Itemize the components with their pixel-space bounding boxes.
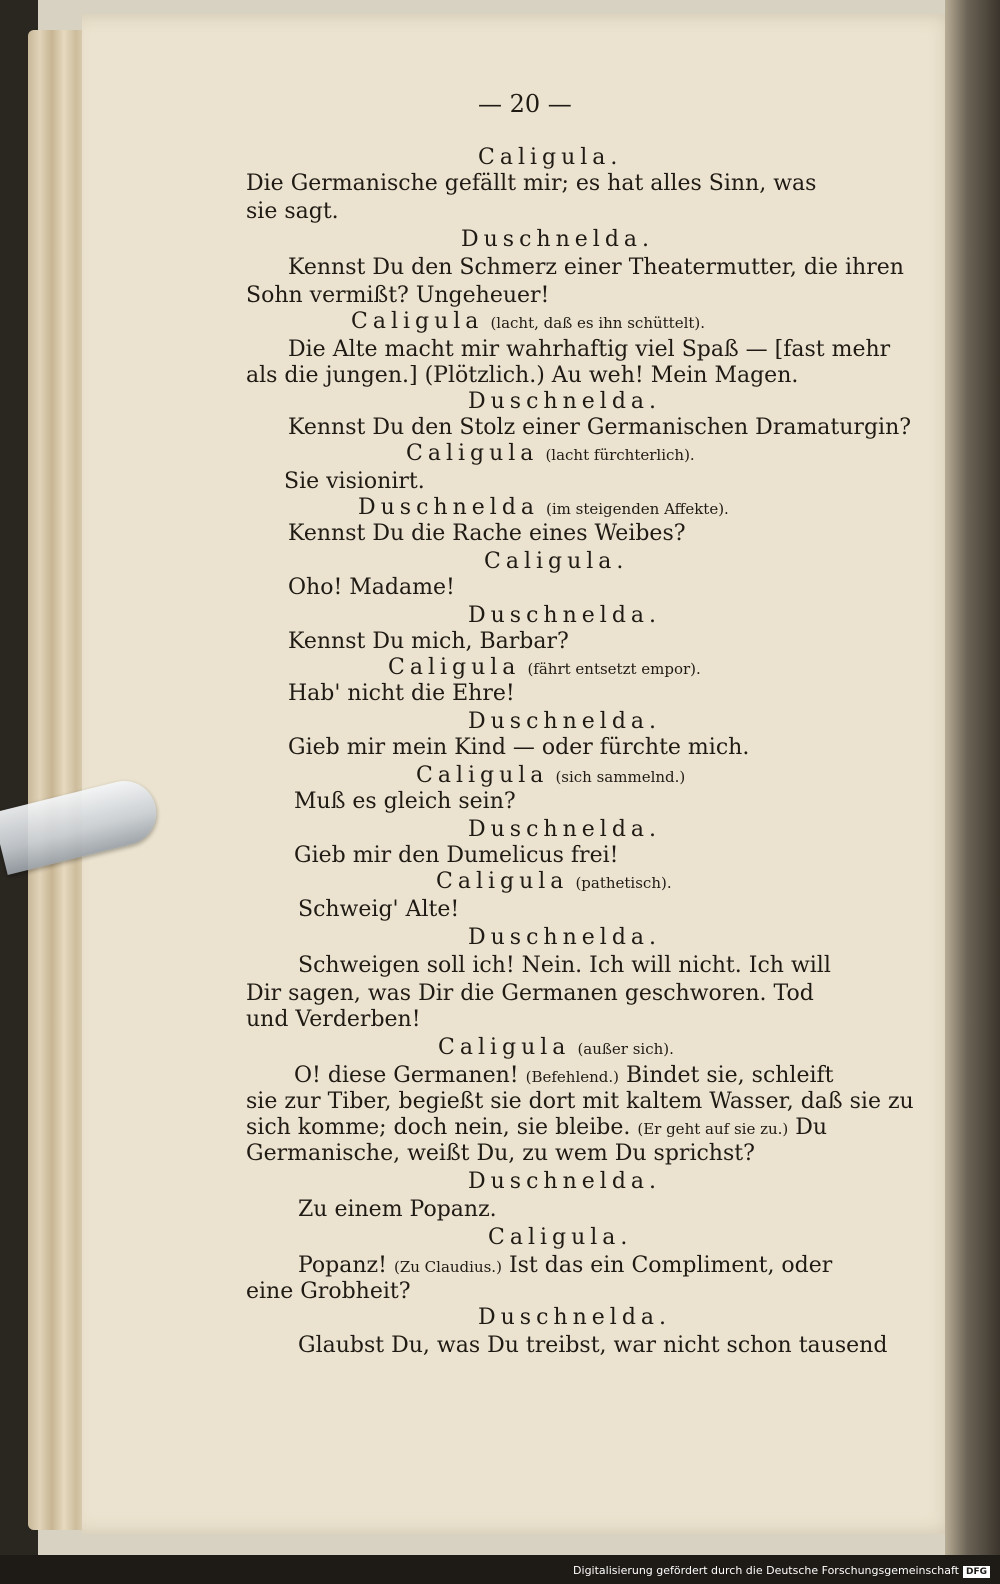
- dfg-logo: DFG: [963, 1566, 990, 1578]
- speaker-label: Caligula (lacht fürchterlich).: [406, 441, 695, 466]
- text-line: Germanische, weißt Du, zu wem Du sprichst?: [246, 1141, 755, 1166]
- text-line: Hab' nicht die Ehre!: [288, 681, 515, 706]
- text-line: Kennst Du die Rache eines Weibes?: [288, 521, 686, 546]
- footer-bar: [0, 1555, 1000, 1584]
- text-line: Schweig' Alte!: [298, 897, 460, 922]
- text-line: Gieb mir mein Kind — oder fürchte mich.: [288, 735, 750, 760]
- text-line: Oho! Madame!: [288, 575, 455, 600]
- text-line: Kennst Du mich, Barbar?: [288, 629, 569, 654]
- text-line: Sie visionirt.: [284, 469, 425, 494]
- book-gutter: [945, 0, 1000, 1584]
- speaker-label: Caligula (sich sammelnd.): [416, 763, 686, 788]
- text-line: sie sagt.: [246, 199, 339, 224]
- speaker-label: Caligula.: [484, 549, 629, 574]
- page-edges: [28, 30, 88, 1530]
- speaker-label: Caligula.: [488, 1225, 633, 1250]
- text-line: Glaubst Du, was Du treibst, war nicht schon tausend: [298, 1333, 888, 1358]
- text-line: O! diese Germanen! (Befehlend.) Bindet sie, schleift: [294, 1063, 834, 1088]
- speaker-label: Duschnelda.: [468, 603, 662, 628]
- speaker-label: Duschnelda.: [478, 1305, 672, 1330]
- text-line: Dir sagen, was Dir die Germanen geschworen. Tod: [246, 981, 814, 1006]
- speaker-label: Caligula (pathetisch).: [436, 869, 672, 894]
- text-line: Gieb mir den Dumelicus frei!: [294, 843, 619, 868]
- speaker-label: Duschnelda.: [468, 1169, 662, 1194]
- speaker-label: Caligula (außer sich).: [438, 1035, 674, 1060]
- text-line: Die Alte macht mir wahrhaftig viel Spaß — [fast mehr: [288, 337, 891, 362]
- speaker-label: Caligula (fährt entsetzt empor).: [388, 655, 701, 680]
- speaker-label: Duschnelda.: [468, 817, 662, 842]
- page-number: — 20 —: [478, 90, 572, 118]
- text-line: sich komme; doch nein, sie bleibe. (Er geht auf sie zu.) Du: [246, 1115, 828, 1140]
- text-line: Sohn vermißt? Ungeheuer!: [246, 283, 550, 308]
- footer-credit: [573, 1564, 990, 1578]
- text-line: sie zur Tiber, begießt sie dort mit kaltem Wasser, daß sie zu: [246, 1089, 914, 1114]
- speaker-label: Caligula (lacht, daß es ihn schüttelt).: [351, 309, 706, 334]
- text-line: Zu einem Popanz.: [298, 1197, 497, 1222]
- footer-text: Digitalisierung gefördert durch die Deutsche Forschungsgemeinschaft: [573, 1564, 959, 1577]
- speaker-label: Duschnelda.: [461, 227, 655, 252]
- text-line: Kennst Du den Schmerz einer Theatermutter, die ihren: [288, 255, 904, 280]
- speaker-label: Duschnelda.: [468, 389, 662, 414]
- speaker-label: Duschnelda.: [468, 925, 662, 950]
- text-line: Kennst Du den Stolz einer Germanischen Dramaturgin?: [288, 415, 912, 440]
- text-line: Popanz! (Zu Claudius.) Ist das ein Compliment, oder: [298, 1253, 833, 1278]
- text-line: Die Germanische gefällt mir; es hat alles Sinn, was: [246, 171, 817, 196]
- text-line: eine Grobheit?: [246, 1279, 411, 1304]
- speaker-label: Duschnelda.: [468, 709, 662, 734]
- text-line: Muß es gleich sein?: [294, 789, 516, 814]
- text-line: Schweigen soll ich! Nein. Ich will nicht. Ich will: [298, 953, 831, 978]
- text-line: als die jungen.] (Plötzlich.) Au weh! Mein Magen.: [246, 363, 799, 388]
- speaker-label: Duschnelda (im steigenden Affekte).: [358, 495, 729, 520]
- text-line: und Verderben!: [246, 1007, 421, 1032]
- speaker-label: Caligula.: [478, 145, 623, 170]
